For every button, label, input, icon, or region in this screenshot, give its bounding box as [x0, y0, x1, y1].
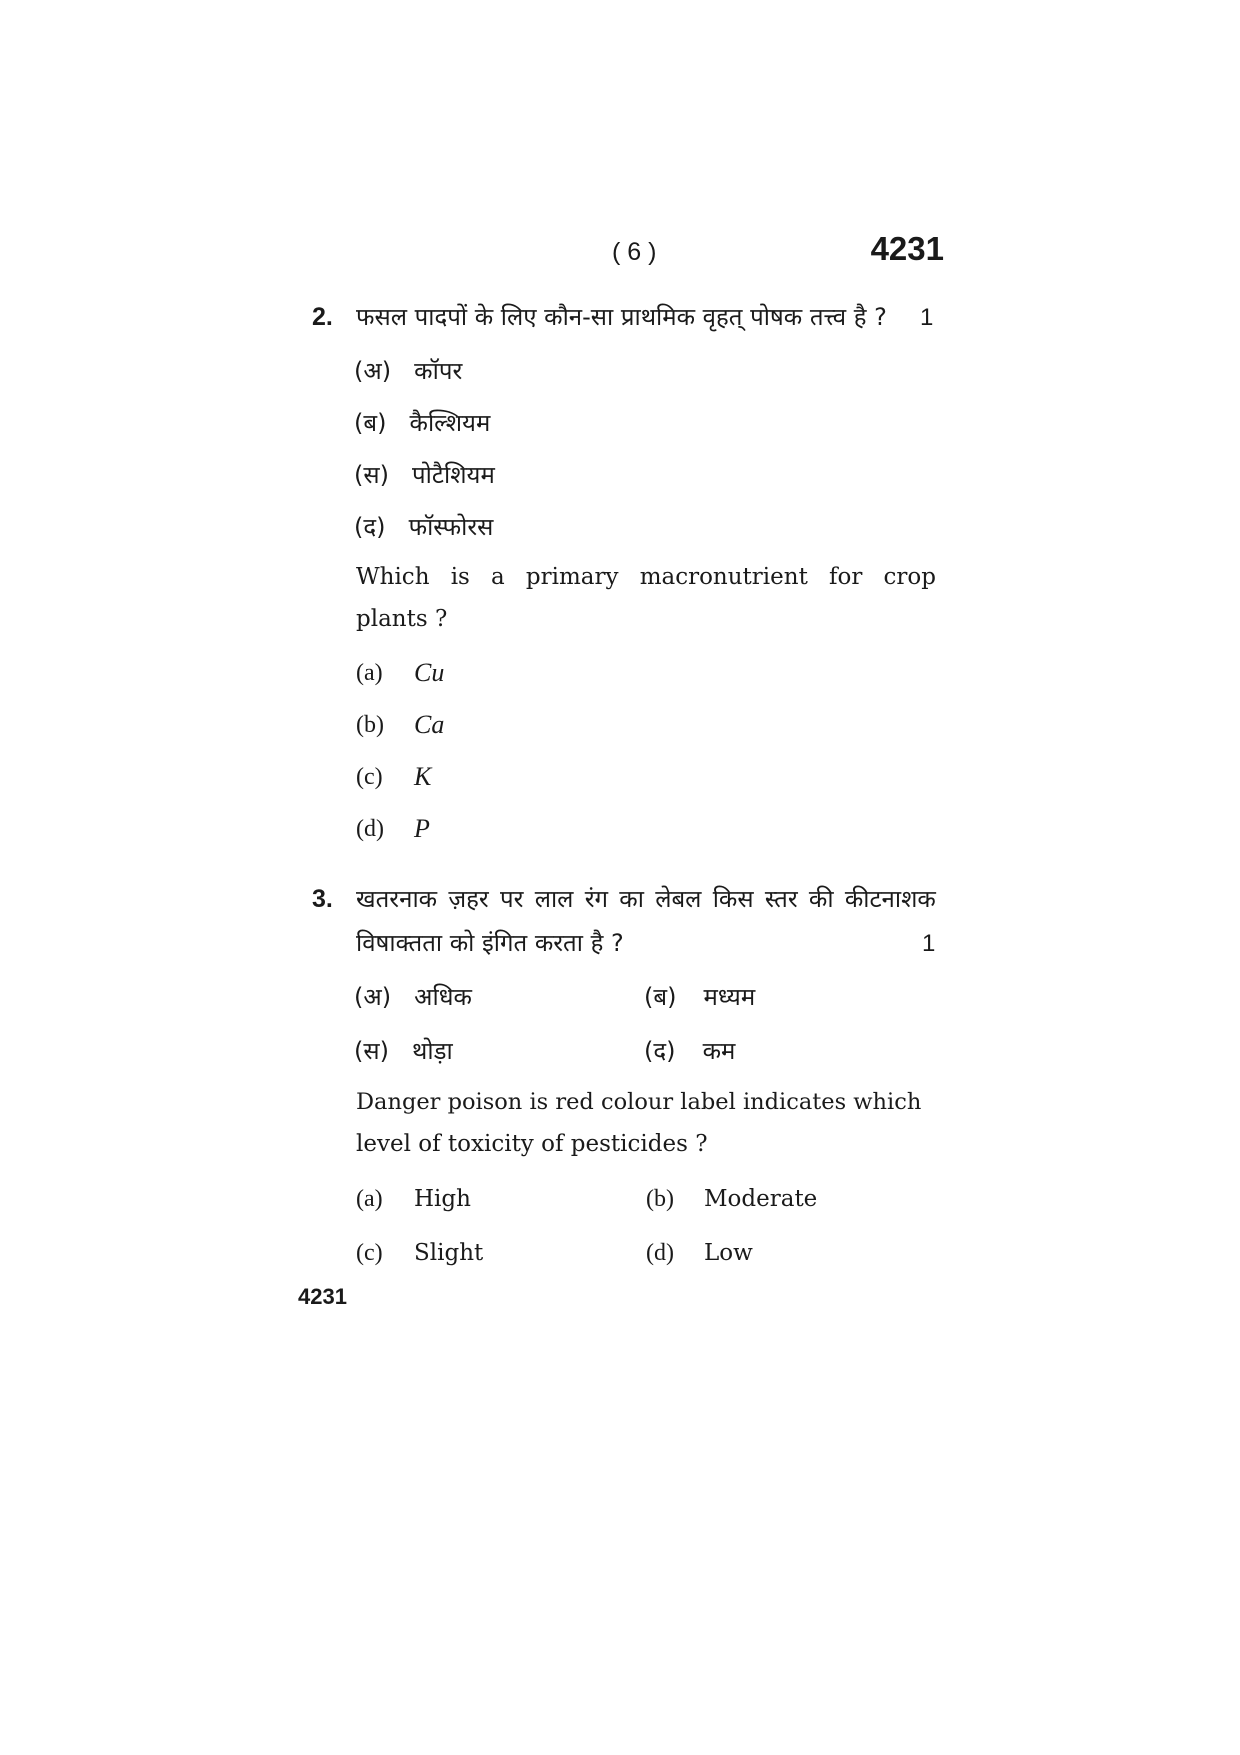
option-label: (c) [356, 764, 383, 790]
word: लाल [534, 885, 574, 913]
option-text: Slight [414, 1240, 484, 1266]
word: रंग [584, 885, 609, 913]
question-3-hindi-line-2: विषाक्तता को इंगित करता है ? [356, 929, 624, 957]
word: खतरनाक [356, 885, 438, 913]
q3-hindi-option-d [644, 1034, 735, 1067]
option-label: (ब) [644, 983, 677, 1011]
word: crop [883, 564, 936, 590]
q3-hindi-option-a [354, 980, 472, 1013]
option-text: Ca [414, 710, 445, 739]
question-2-english-line-2: plants ? [356, 606, 448, 632]
word: macronutrient [639, 564, 808, 590]
q2-english-option-a [356, 658, 445, 687]
option-label: (अ) [354, 983, 392, 1011]
word: का [619, 885, 644, 913]
q3-hindi-option-b [644, 980, 755, 1013]
q3-english-option-a [356, 1186, 471, 1213]
q3-english-option-d [646, 1240, 753, 1267]
page-number: ( 6 ) [612, 238, 657, 266]
option-label: (c) [356, 1240, 383, 1266]
option-text: अधिक [414, 983, 472, 1011]
word: स्तर [764, 885, 798, 913]
option-text: High [414, 1186, 471, 1212]
q2-english-option-b [356, 710, 445, 739]
option-text: थोड़ा [412, 1037, 453, 1065]
word: is [450, 564, 470, 590]
q3-english-option-b [646, 1186, 818, 1213]
option-text: मध्यम [703, 983, 756, 1011]
option-text: K [414, 762, 432, 791]
question-2-hindi-text: फसल पादपों के लिए कौन-सा प्राथमिक वृहत् पोषक तत्त्व है ? [356, 303, 887, 331]
option-label: (a) [356, 660, 383, 686]
word: की [808, 885, 834, 913]
q2-english-option-d [356, 814, 430, 843]
option-text: कॉपर [414, 357, 463, 385]
q2-hindi-option-a [354, 354, 462, 387]
option-text: P [414, 814, 430, 843]
option-label: (d) [356, 816, 384, 842]
option-label: (स) [354, 461, 389, 489]
word: लेबल [655, 885, 702, 913]
q3-english-option-c [356, 1240, 484, 1267]
word: पर [499, 885, 524, 913]
q2-hindi-option-c [354, 458, 495, 491]
option-label: (d) [646, 1240, 674, 1266]
option-label: (द) [644, 1037, 676, 1065]
word: Which [356, 564, 430, 590]
paper-code-footer: 4231 [298, 1284, 347, 1309]
option-text: फॉस्फोरस [408, 513, 494, 541]
option-label: (द) [354, 513, 386, 541]
q2-english-option-c [356, 762, 432, 791]
option-label: (ब) [354, 409, 387, 437]
option-label: (स) [354, 1037, 389, 1065]
option-label: (b) [646, 1186, 674, 1212]
word: कीटनाशक [844, 885, 936, 913]
question-2-english-line-1 [356, 564, 936, 590]
option-label: (अ) [354, 357, 392, 385]
word: ज़हर [448, 885, 489, 913]
option-text: कम [702, 1037, 736, 1065]
question-3-marks: 1 [922, 930, 936, 957]
option-text: Low [704, 1240, 753, 1266]
question-2-marks: 1 [920, 304, 934, 331]
option-text: Cu [414, 658, 445, 687]
question-3-english-line-1: Danger poison is red colour label indicates which [356, 1089, 922, 1115]
word: primary [525, 564, 619, 590]
word: किस [712, 885, 754, 913]
word: a [491, 564, 505, 590]
q2-hindi-option-b [354, 406, 490, 439]
word: for [829, 564, 863, 590]
option-text: Moderate [704, 1186, 818, 1212]
option-label: (a) [356, 1186, 383, 1212]
q2-hindi-option-d [354, 510, 493, 543]
paper-code-header: 4231 [870, 230, 944, 267]
question-3-hindi-line-1 [356, 882, 936, 915]
q3-hindi-option-c [354, 1034, 453, 1067]
option-text: पोटैशियम [412, 461, 495, 489]
question-2-number: 2. [312, 303, 333, 331]
option-label: (b) [356, 712, 384, 738]
question-3-number: 3. [312, 885, 333, 913]
question-3-english-line-2: level of toxicity of pesticides ? [356, 1131, 708, 1157]
option-text: कैल्शियम [409, 409, 491, 437]
